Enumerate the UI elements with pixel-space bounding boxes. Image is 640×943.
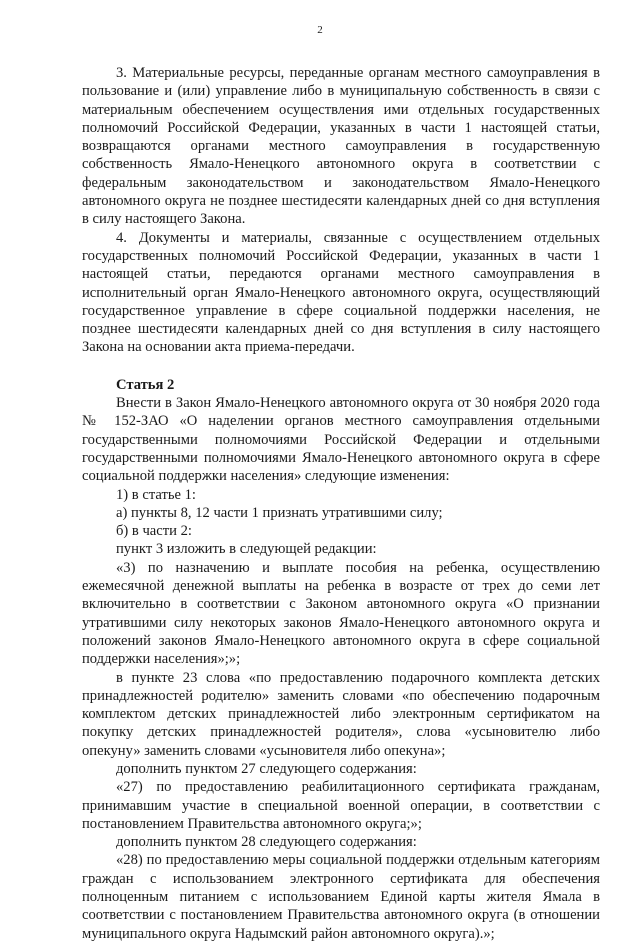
page-number: 2	[317, 24, 323, 36]
article-heading: Статья 2	[116, 376, 175, 393]
item-point-3-text: «3) по назначению и выплате пособия на ребенка, осуществлению ежемесячной денежной выплаты на ребенка в возрасте от трех до семи лет включительно в соответствии с Законом автономного округа «О признании утратившими силу некоторых законов Ямало-Ненецкого автономного округа и положений законов Ямало-Ненецкого автономного округа в сфере социальной поддержки населения»;»;	[82, 559, 600, 668]
item-1: 1) в статье 1:	[116, 486, 196, 503]
item-1b: б) в части 2:	[116, 523, 192, 540]
item-add-28: дополнить пунктом 28 следующего содержания:	[116, 834, 417, 851]
item-point-28-text: «28) по предоставлению меры социальной поддержки отдельным категориям граждан с использованием электронного сертификата для обеспечения полноценным питанием с использованием Единой карты жителя Ямала в соответствии с постановлением Правительства автономного округа (в отношении муниципального округа Надымский район автономного округа).»;	[82, 852, 600, 942]
paragraph-4: 4. Документы и материалы, связанные с осуществлением отдельных государственных полномочий Российской Федерации, указанных в части 1 настоящей статьи, передаются органами местного самоуправления в исполнительный орган Ямало-Ненецкого автономного округа, осуществляющий государственное управление в сфере социальной поддержки населения, не позднее шестидесяти календарных дней со дня вступления в силу настоящего Закона на основании акта приема-передачи.	[82, 229, 600, 356]
item-point-3: пункт 3 изложить в следующей редакции:	[116, 541, 377, 558]
item-add-27: дополнить пунктом 27 следующего содержания:	[116, 760, 417, 777]
document-body	[82, 64, 600, 943]
item-point-23: в пункте 23 слова «по предоставлению подарочного комплекта детских принадлежностей родителю» заменить словами «по обеспечению подарочным комплектом детских принадлежностей либо электронным сертификатом на покупку детских принадлежностей родителя», слова «усыновителю либо опекуну» заменить словами «усыновителя либо опекуна»;	[82, 669, 600, 759]
paragraph-3: 3. Материальные ресурсы, переданные органам местного самоуправления в пользование и (или) управление либо в муниципальную собственность в связи с материальным обеспечением осуществления ими отдельных государственных полномочий Российской Федерации, указанных в части 1 настоящей статьи, возвращаются органами местного самоуправления в государственную собственность Ямало-Ненецкого автономного округа в соответствии с федеральным законодательством и законодательством Ямало-Ненецкого автономного округа не позднее шестидесяти календарных дней со дня вступления в силу настоящего Закона.	[82, 65, 600, 228]
article-intro: Внести в Закон Ямало-Ненецкого автономного округа от 30 ноября 2020 года № 152-ЗАО «О наделении органов местного самоуправления отдельными государственными полномочиями Российской Федерации и отдельными государственными полномочиями Ямало-Ненецкого автономного округа в сфере социальной поддержки населения» следующие изменения:	[82, 395, 600, 485]
item-point-27-text: «27) по предоставлению реабилитационного сертификата гражданам, принимавшим участие в специальной военной операции, в соответствии с постановлением Правительства автономного округа;»;	[82, 779, 600, 832]
item-1a: а) пункты 8, 12 части 1 признать утратившими силу;	[116, 504, 443, 521]
